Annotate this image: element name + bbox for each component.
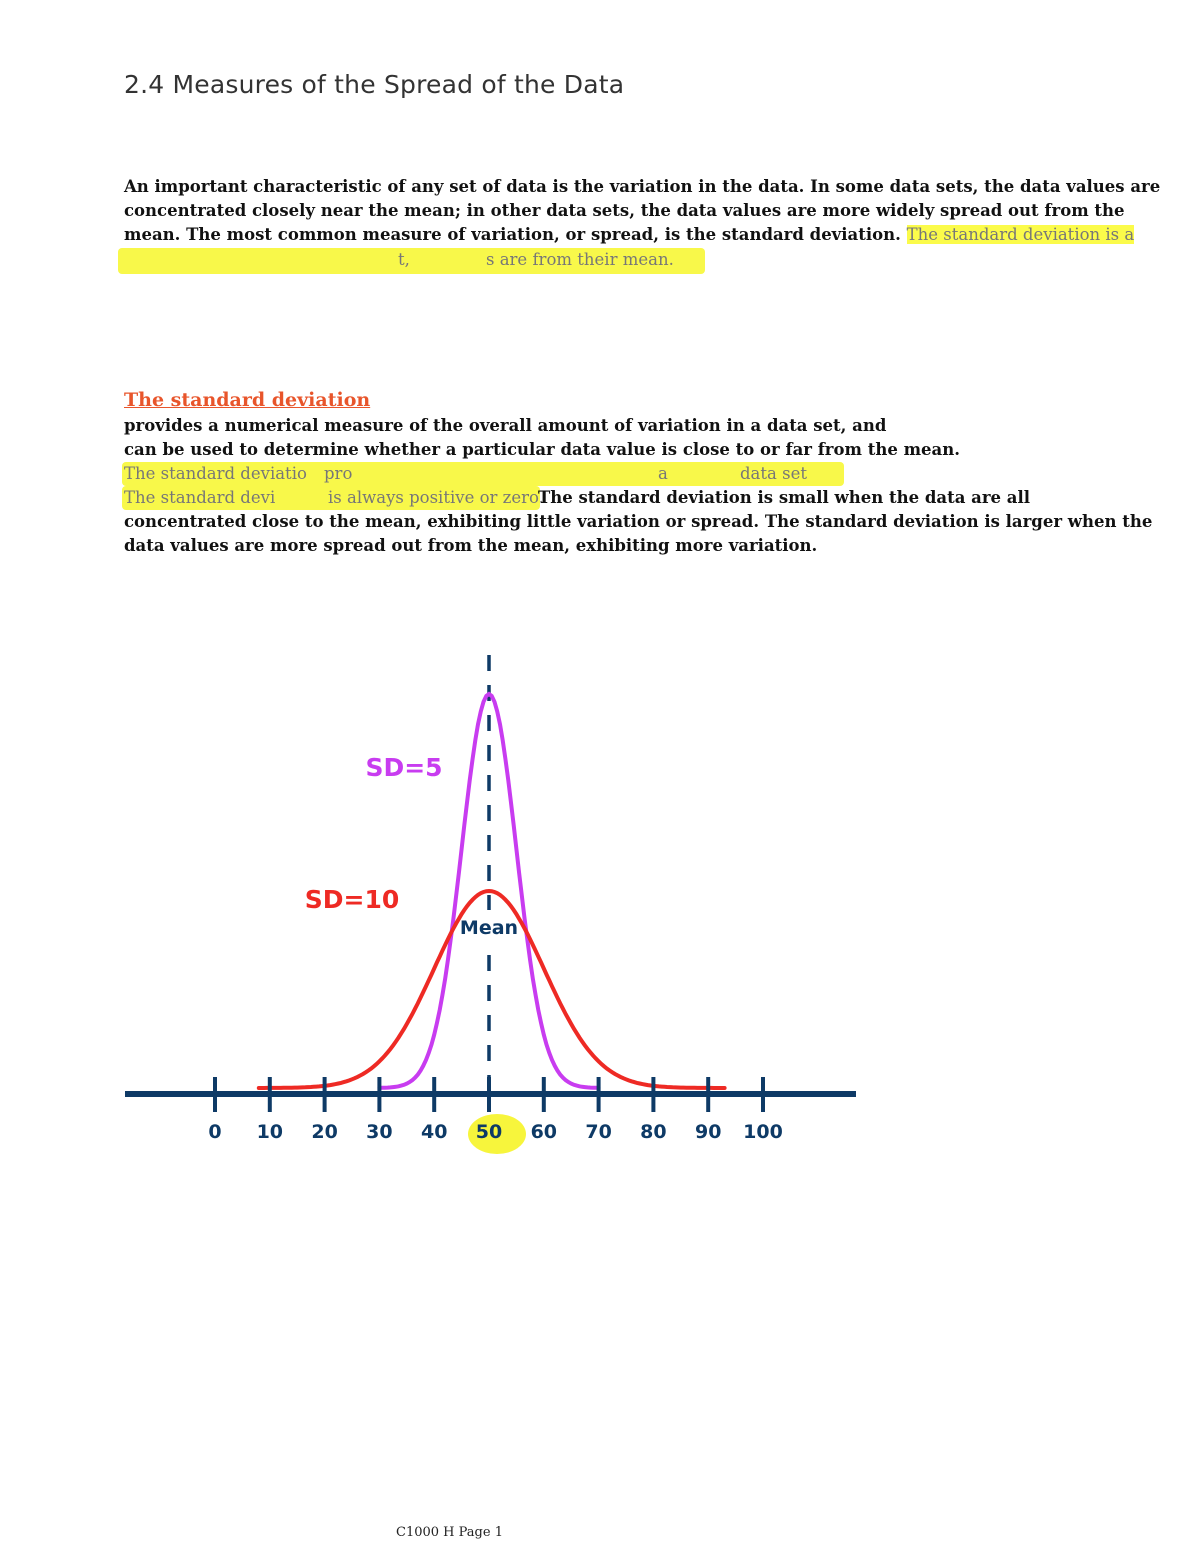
sd-line-4-a: The standard devi xyxy=(124,488,276,507)
x-tick-label-30: 30 xyxy=(366,1121,393,1143)
sd-line-4-c: The standard deviation is small when the data are all xyxy=(538,488,1030,507)
intro-line-1: An important characteristic of any set of data is the variation in the data. In some data sets, the data values are xyxy=(124,177,1161,196)
sd-line-5: concentrated close to the mean, exhibiting little variation or spread. The standard deviation is larger when the xyxy=(124,512,1153,531)
x-tick-label-50: 50 xyxy=(475,1121,503,1143)
sd-line-1: provides a numerical measure of the overall amount of variation in a data set, and xyxy=(124,416,887,435)
series-label-sd-10: SD=10 xyxy=(304,885,400,914)
x-tick-label-40: 40 xyxy=(420,1121,448,1143)
series-label-sd-5: SD=5 xyxy=(365,753,443,782)
sd-line-2: can be used to determine whether a particular data value is close to or far from the mean. xyxy=(124,440,960,459)
page-title: 2.4 Measures of the Spread of the Data xyxy=(124,70,625,99)
intro-line-4-fragment-a: t, xyxy=(398,250,410,269)
intro-line-3-plain: mean. The most common measure of variation, or spread, is the standard deviation. xyxy=(124,225,901,244)
sd-line-3-d: data set xyxy=(740,464,807,483)
sd-heading: The standard deviation xyxy=(124,389,371,411)
sd-line-3-a: The standard deviatio xyxy=(124,464,307,483)
x-tick-label-90: 90 xyxy=(694,1121,722,1143)
sd-line-3-c: a xyxy=(658,464,668,483)
x-tick-label-10: 10 xyxy=(256,1121,284,1143)
x-tick-label-20: 20 xyxy=(311,1121,338,1143)
sd-line-3-b: pro xyxy=(324,464,353,483)
page-footer: C1000 H Page 1 xyxy=(396,1525,503,1540)
intro-line-2: concentrated closely near the mean; in other data sets, the data values are more widely spread out from the xyxy=(124,201,1125,220)
x-tick-label-0: 0 xyxy=(208,1121,222,1143)
x-tick-label-70: 70 xyxy=(585,1121,612,1143)
sd-line-6: data values are more spread out from the mean, exhibiting more variation. xyxy=(124,536,818,555)
mean-label: Mean xyxy=(459,917,519,939)
x-tick-label-60: 60 xyxy=(530,1121,558,1143)
intro-line-3-highlight: The standard deviation is a xyxy=(906,225,1135,244)
sd-line-4-b: is always positive or zero. xyxy=(328,488,544,507)
x-tick-label-100: 100 xyxy=(743,1121,783,1143)
intro-line-4-fragment-b: s are from their mean. xyxy=(486,250,674,269)
x-tick-label-80: 80 xyxy=(640,1121,667,1143)
